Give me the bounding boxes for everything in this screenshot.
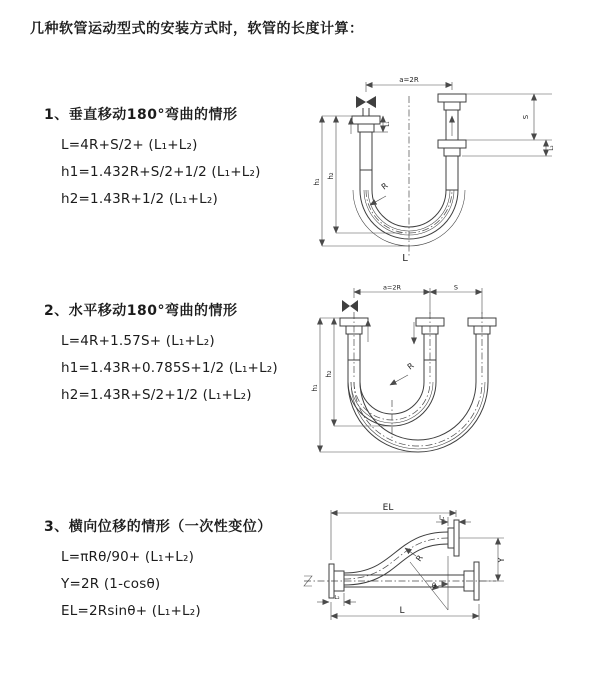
length-label: L (402, 253, 408, 264)
formula-L: L=4R+1.57S+ (L₁+L₂) (61, 333, 215, 349)
section-1-formulas (61, 137, 261, 207)
dim-label-l2: L₂ (549, 145, 555, 151)
valve-icon (342, 300, 358, 312)
dim-label-s: S (453, 283, 459, 292)
left-flange (352, 116, 380, 124)
left-braid-section (360, 132, 372, 170)
diagram-lateral-displacement (296, 498, 600, 652)
diagram-horizontal-u-bend (306, 282, 598, 464)
formula-h2: h2=1.43R+S/2+1/2 (L₁+L₂) (61, 387, 252, 403)
valve-icon (356, 96, 376, 108)
tube-displaced-bottom (344, 544, 448, 585)
length-label: L (399, 606, 405, 616)
formula-Y: Y=2R (1-cosθ) (61, 576, 161, 592)
right-flange-displaced (454, 520, 459, 556)
section-3-heading: 3、横向位移的情形（一次性变位） (44, 519, 272, 535)
diagram-vertical-u-bend (306, 70, 598, 266)
formula-EL: EL=2Rsinθ+ (L₁+L₂) (61, 603, 201, 619)
formula-h1: h1=1.43R+0.785S+1/2 (L₁+L₂) (61, 360, 278, 376)
dim-label-l2: L₂ (334, 595, 340, 601)
radius-label: R (414, 553, 425, 564)
dim-label-s: S (522, 114, 530, 120)
section-3-formulas (61, 549, 272, 619)
formula-h1: h1=1.432R+S/2+1/2 (L₁+L₂) (61, 164, 261, 180)
dim-label-h1: h₁ (313, 178, 321, 186)
dim-label-a2r: a=2R (382, 283, 402, 292)
hose-original-inner (360, 382, 424, 414)
dim-label-h2: h₂ (325, 370, 333, 378)
section-3 (44, 516, 272, 630)
formula-L: L=πRθ/90+ (L₁+L₂) (61, 549, 195, 565)
formula-L: L=4R+S/2+ (L₁+L₂) (61, 137, 198, 153)
dim-label-h1: h₁ (311, 384, 319, 392)
angle-tangent-line (410, 562, 448, 610)
angle-label: θ (431, 582, 437, 590)
right-braid-section (446, 156, 458, 190)
dim-label-l1: L₁ (385, 121, 391, 127)
radius-label: R (405, 361, 416, 372)
formula-h2: h2=1.43R+1/2 (L₁+L₂) (61, 191, 218, 207)
right-fitting-lower (438, 140, 466, 148)
section-2 (44, 300, 278, 414)
right-flange-upper (438, 94, 466, 102)
section-1-heading: 1、垂直移动180°弯曲的情形 (44, 107, 238, 123)
section-2-formulas (61, 333, 278, 403)
dim-label-l1: L₁ (439, 514, 445, 522)
dim-label-h2: h₂ (327, 172, 335, 180)
section-1 (44, 104, 261, 218)
radius-label: R (379, 181, 390, 192)
dim-label-y: Y (497, 557, 506, 563)
dim-label-el: EL (382, 503, 394, 513)
dim-label-a2r: a=2R (399, 76, 419, 84)
page-title: 几种软管运动型式的安装方式时，软管的长度计算： (30, 21, 364, 37)
section-2-heading: 2、水平移动180°弯曲的情形 (44, 303, 238, 319)
